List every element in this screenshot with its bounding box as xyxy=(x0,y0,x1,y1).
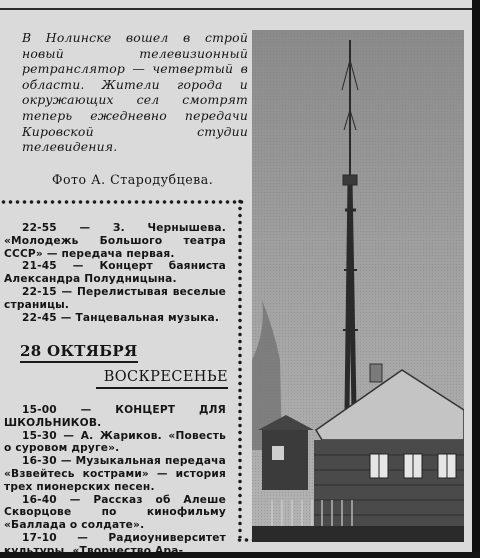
schedule-entry: 22-55 — З. Чернышева. «Молодежь Большого театра СССР» — передача первая. xyxy=(4,222,226,260)
photo-credit: Фото А. Стародубцева. xyxy=(52,172,214,187)
chimney xyxy=(370,364,382,382)
photo-caption: В Нолинске вошел в строй новый телевизионный ретранслятор — четвертый в области. Жители города и окружающих сел смотрят теперь ежедневно передачи Кировской студии телевидения. xyxy=(22,30,248,155)
date-heading: 28 ОКТЯБРЯ xyxy=(20,343,138,363)
tv-tower-illustration xyxy=(252,30,464,542)
page-edge xyxy=(472,0,480,552)
schedule-sunday-list xyxy=(4,404,226,558)
schedule-border-right xyxy=(236,198,244,538)
schedule-entry: 22-45 — Танцевальная музыка. xyxy=(22,311,220,324)
shed xyxy=(258,415,314,490)
schedule-top-list xyxy=(4,222,226,324)
weekday-heading: ВОСКРЕСЕНЬЕ xyxy=(96,368,228,389)
schedule-border-top xyxy=(0,198,244,206)
top-rule xyxy=(0,8,472,10)
schedule-entry: 16-30 — Музыкальная передача «Взвейтесь кострами» — история трех пионерских песен. xyxy=(4,455,226,493)
schedule-entry: 15-30 — А. Жариков. «Повесть о суровом друге». xyxy=(4,429,226,455)
schedule-entry: 16-40 — Рассказ об Алеше Скворцове по кинофильму «Баллада о солдате». xyxy=(4,493,226,532)
schedule-entry: 22-15 — Перелистывая веселые страницы. xyxy=(4,285,226,311)
schedule-entry: 15-00 — КОНЦЕРТ ДЛЯ ШКОЛЬНИКОВ. xyxy=(4,404,226,429)
tv-tower-photo xyxy=(252,30,464,542)
schedule-entry: 21-45 — Концерт баяниста Александра Полудницына. xyxy=(4,260,226,286)
schedule-entry: 17-10 — Радиоуниверситет культуры. «Творчество Ара- xyxy=(4,531,226,557)
